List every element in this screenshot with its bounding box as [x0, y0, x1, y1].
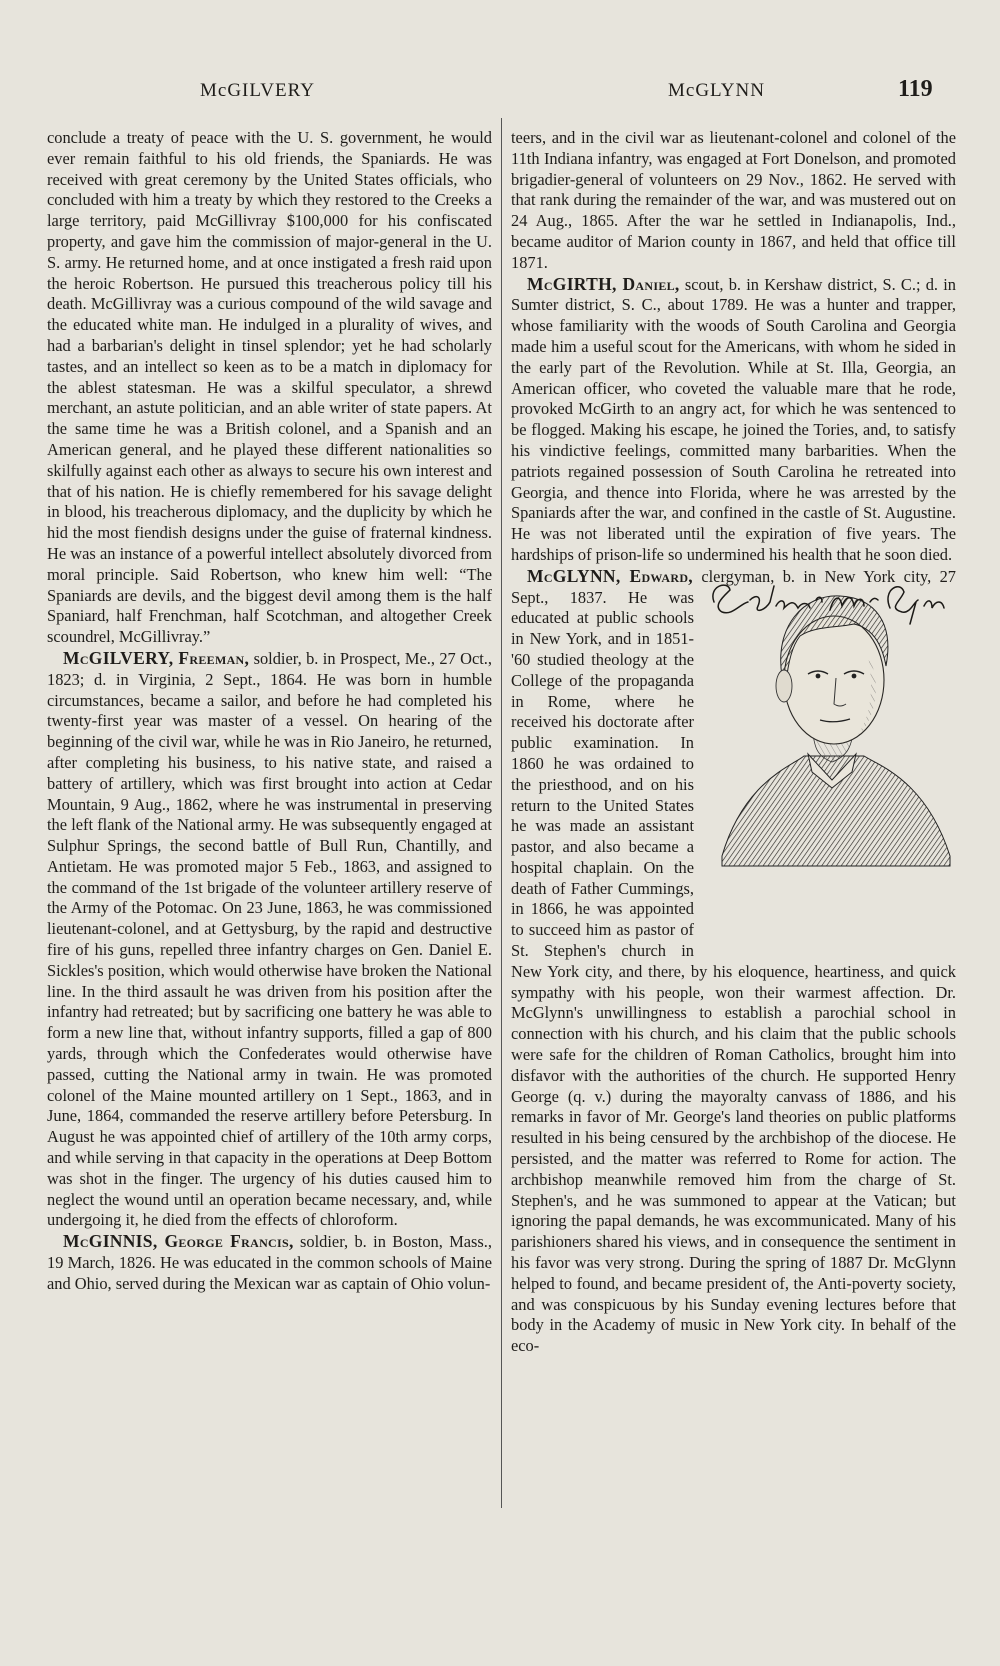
- entry-mcglynn: [511, 566, 956, 1357]
- entry-mcginnis: [47, 1231, 492, 1294]
- portrait-figure: [704, 566, 962, 956]
- headword-mcginnis: McGINNIS, George Francis,: [63, 1231, 294, 1252]
- entry-text-mcgilvery: soldier, b. in Prospect, Me., 27 Oct., 1823; d. in Virginia, 2 Sept., 1864. He was born in humble circumstances, became a sailor, and before he had completed his twenty-first year was master of a vessel. On hearing of the beginning of the civil war, while he was in Rio Janeiro, he returned, after completing his business, to his native state, and raised a battery of artillery, which was first brought into action at Cedar Mountain, 9 Aug., 1862, where he was instrumental in preserving the left flank of the National army. He was subsequently engaged at Sulphur Springs, the second battle of Bull Run, Chantilly, and Antietam. He was promoted major 5 Feb., 1863, and assigned to the command of the 1st brigade of the volunteer artillery reserve of the Army of the Potomac. On 23 June, 1863, he was commissioned lieutenant-colonel, and at Gettysburg, by the rapid and destructive fire of his guns, repelled three infantry charges on Gen. Daniel E. Sickles's position, which would otherwise have broken the National line. In the third assault he was driven from his position after the infantry had retreated; but by sacrificing one battery he was able to form a new line that, without infantry supports, filled a gap of 800 yards, through which the Confederates would otherwise have passed, cutting the National army in twain. He was promoted colonel of the Maine mounted artillery on 1 Sept., 1863, and in June, 1864, commanded the reserve artillery before Petersburg. In August he was appointed chief of artillery of the 10th army corps, and while serving in that capacity in the operations at Deep Bottom was shot in the finger. The urgency of his duties caused him to neglect the wound until an operation became necessary, and, while undergoing it, he died from the effects of chloroform.: [47, 648, 492, 1230]
- headword-mcgilvery: McGILVERY, Freeman,: [63, 647, 250, 668]
- signature-mark: [704, 566, 954, 626]
- headword-mcgirth: McGIRTH, Daniel,: [527, 273, 680, 294]
- running-head: [0, 76, 1000, 106]
- entry-text-mcginnis: soldier, b. in Boston, Mass., 19 March, 1826. He was educated in the common schools of Maine and Ohio, served during the Mexican war as captain of Ohio volun-: [47, 1232, 493, 1293]
- entry-mcgilvery: [47, 648, 492, 1231]
- mcgillivray-continuation: conclude a treaty of peace with the U. S. government, he would ever remain faithful to his old friends, the Spaniards. He was received with great ceremony by the United States officials, who concluded with him a treaty by which they restored to the Creeks a large territory, paid McGillivray $100,000 for his confiscated property, and gave him the commission of major-general in the U. S. army. He returned home, and at once instigated a fresh raid upon the heroic Robertson. He pursued this treacherous policy till his death. McGillivray was a curious compound of the wild savage and the educated white man. He indulged in a plurality of wives, and had a barbarian's delight in tinsel splendor; yet he had scholarly tastes, and an intellect so keen as to be a match in diplomacy for the ablest statesman. He was a skilful speculator, a shrewd merchant, an astute politician, and an able writer of state papers. At the same time he was a British colonel, and a Spanish and an American general, and he played these different nationalities so skilfully against each other as always to secure his own interest and that of his nation. He is chiefly remembered for his savage delight in blood, his treacherous diplomacy, and the duplicity by which he hid the most fiendish designs under the guise of fraternal kindness. He was an instance of a powerful intellect absolutely divorced from moral principle. Said Robertson, who knew him well: “The Spaniards are devils, and the biggest devil among them is the half Spaniard, half Frenchman, half Scotchman, and altogether Creek scoundrel, McGillivray.”: [47, 128, 492, 647]
- entry-text-mcgirth: scout, b. in Kershaw district, S. C.; d. in Sumter district, S. C., about 1789. He was a hunter and trapper, whose familiarity with the woods of South Carolina and Georgia made him a useful scout for the Americans, with whom he sided in the early part of the Revolution. While at St. Illa, Georgia, an American officer, who coveted the valuable mare that he rode, provoked McGirth to an angry act, for which he was sentenced to be flogged. Making his escape, he joined the Tories, and, to satisfy his vindictive feelings, committed many barbarities. When the patriots regained possession of South Carolina he retreated into Georgia, and thence into Florida, where he was arrested by the Spaniards after the war, and confined in the castle of St. Augustine. He was not liberated until the expiration of five years. The hardships of prison-life so undermined his health that he soon died.: [511, 274, 956, 564]
- column-divider: [501, 118, 502, 1508]
- entry-mcgirth: [511, 274, 956, 566]
- running-head-left: McGILVERY: [200, 80, 315, 101]
- mcginnis-continuation: teers, and in the civil war as lieutenant-colonel and colonel of the 11th Indiana infantry, was engaged at Fort Donelson, and promoted brigadier-general of volunteers on 29 Nov., 1862. He served with that rank during the remainder of the war, and was mustered out on 24 Aug., 1865. After the war he settled in Indianapolis, Ind., became auditor of Marion county in 1867, and held that office till 1871.: [511, 128, 956, 272]
- page-number: 119: [898, 76, 933, 102]
- right-column: [511, 128, 956, 1357]
- entry-text-mcglynn: clergyman, b. in New York city, 27 Sept., 1837. He was educated at public schools in New York, and in 1851-'60 studied theology at the College of the propaganda in Rome, where he received his doctorate after public examination. In 1860 he was ordained to the priesthood, and on his return to the United States he was made an assistant pastor, and also became a hospital chaplain. On the death of Father Cummings, in 1866, he was appointed to succeed him as pastor of St. Stephen's church in New York city, and there, by his eloquence, heartiness, and quick sympathy with his people, won their warmest affection. Dr. McGlynn's unwillingness to establish a parochial school in connection with his church, and his claim that the public schools were safe for the children of Roman Catholics, brought him into disfavor with the authorities of the church. He supported Henry George (q. v.) during the mayoralty canvass of 1886, and his remarks in favor of Mr. George's land theories on public platforms resulted in his being censured by the archbishop of the diocese. He persisted, and the matter was referred to Rome for action. The archbishop meanwhile removed him from the charge of St. Stephen's, and he was summoned to appear at the Vatican; but ignoring the papal demands, he was excommunicated. Many of his parishioners shared his views, and in consequence the sentiment in his favor was very strong. During the spring of 1887 Dr. McGlynn helped to found, and became president of, the Anti-poverty society, and was conspicuous by his Sunday evening lectures before that body in the Academy of music in New York city. In behalf of the eco-: [511, 566, 956, 1356]
- running-head-center: McGLYNN: [668, 80, 765, 101]
- headword-mcglynn: McGLYNN, Edward,: [527, 565, 693, 586]
- left-column: [47, 128, 492, 1295]
